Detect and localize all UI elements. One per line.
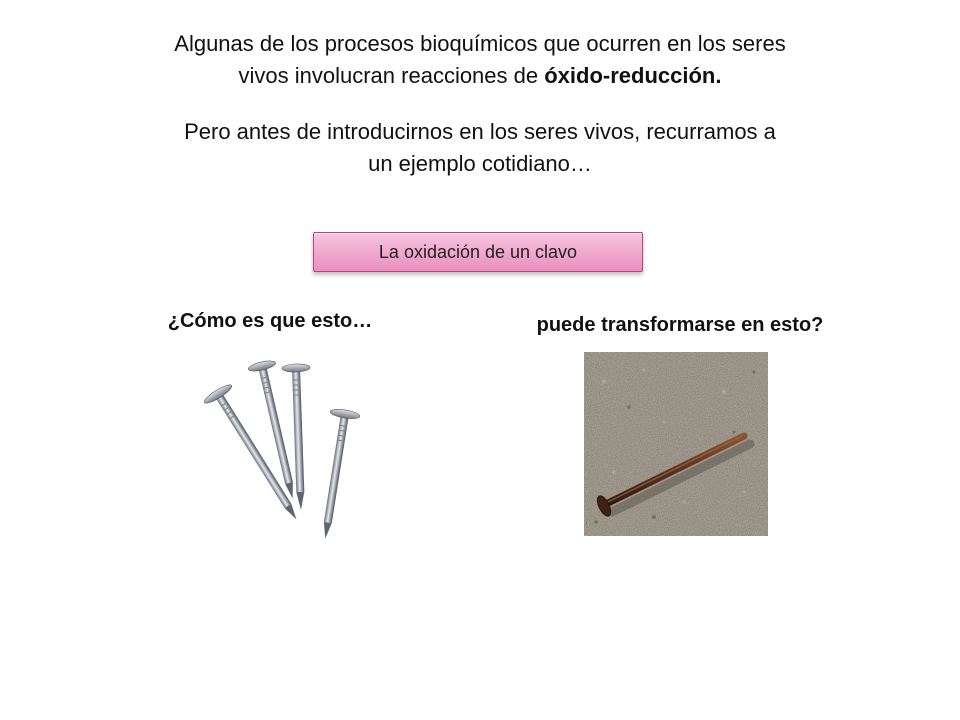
intro-line-2-text: vivos involucran reacciones de	[238, 63, 545, 88]
rusty-nail-image	[584, 352, 768, 536]
intro-line-4: un ejemplo cotidiano…	[368, 151, 592, 176]
new-nails-image	[190, 350, 380, 540]
question-right: puede transformarse en esto?	[536, 314, 824, 336]
nail-4	[310, 408, 360, 540]
intro-line-2	[120, 60, 840, 92]
intro-line-1: Algunas de los procesos bioquímicos que ocurren en los seres	[174, 31, 786, 56]
intro-text	[120, 28, 840, 180]
spacer	[120, 92, 840, 116]
oxidation-topic-label: La oxidación de un clavo	[378, 241, 578, 262]
question-left: ¿Cómo es que esto…	[167, 310, 373, 332]
intro-line-2-bold: óxido-reducción.	[544, 63, 722, 88]
oxidation-topic-button[interactable]	[313, 232, 643, 272]
nail-3	[282, 364, 315, 511]
intro-line-3: Pero antes de introducirnos en los seres vivos, recurramos a	[184, 119, 776, 144]
